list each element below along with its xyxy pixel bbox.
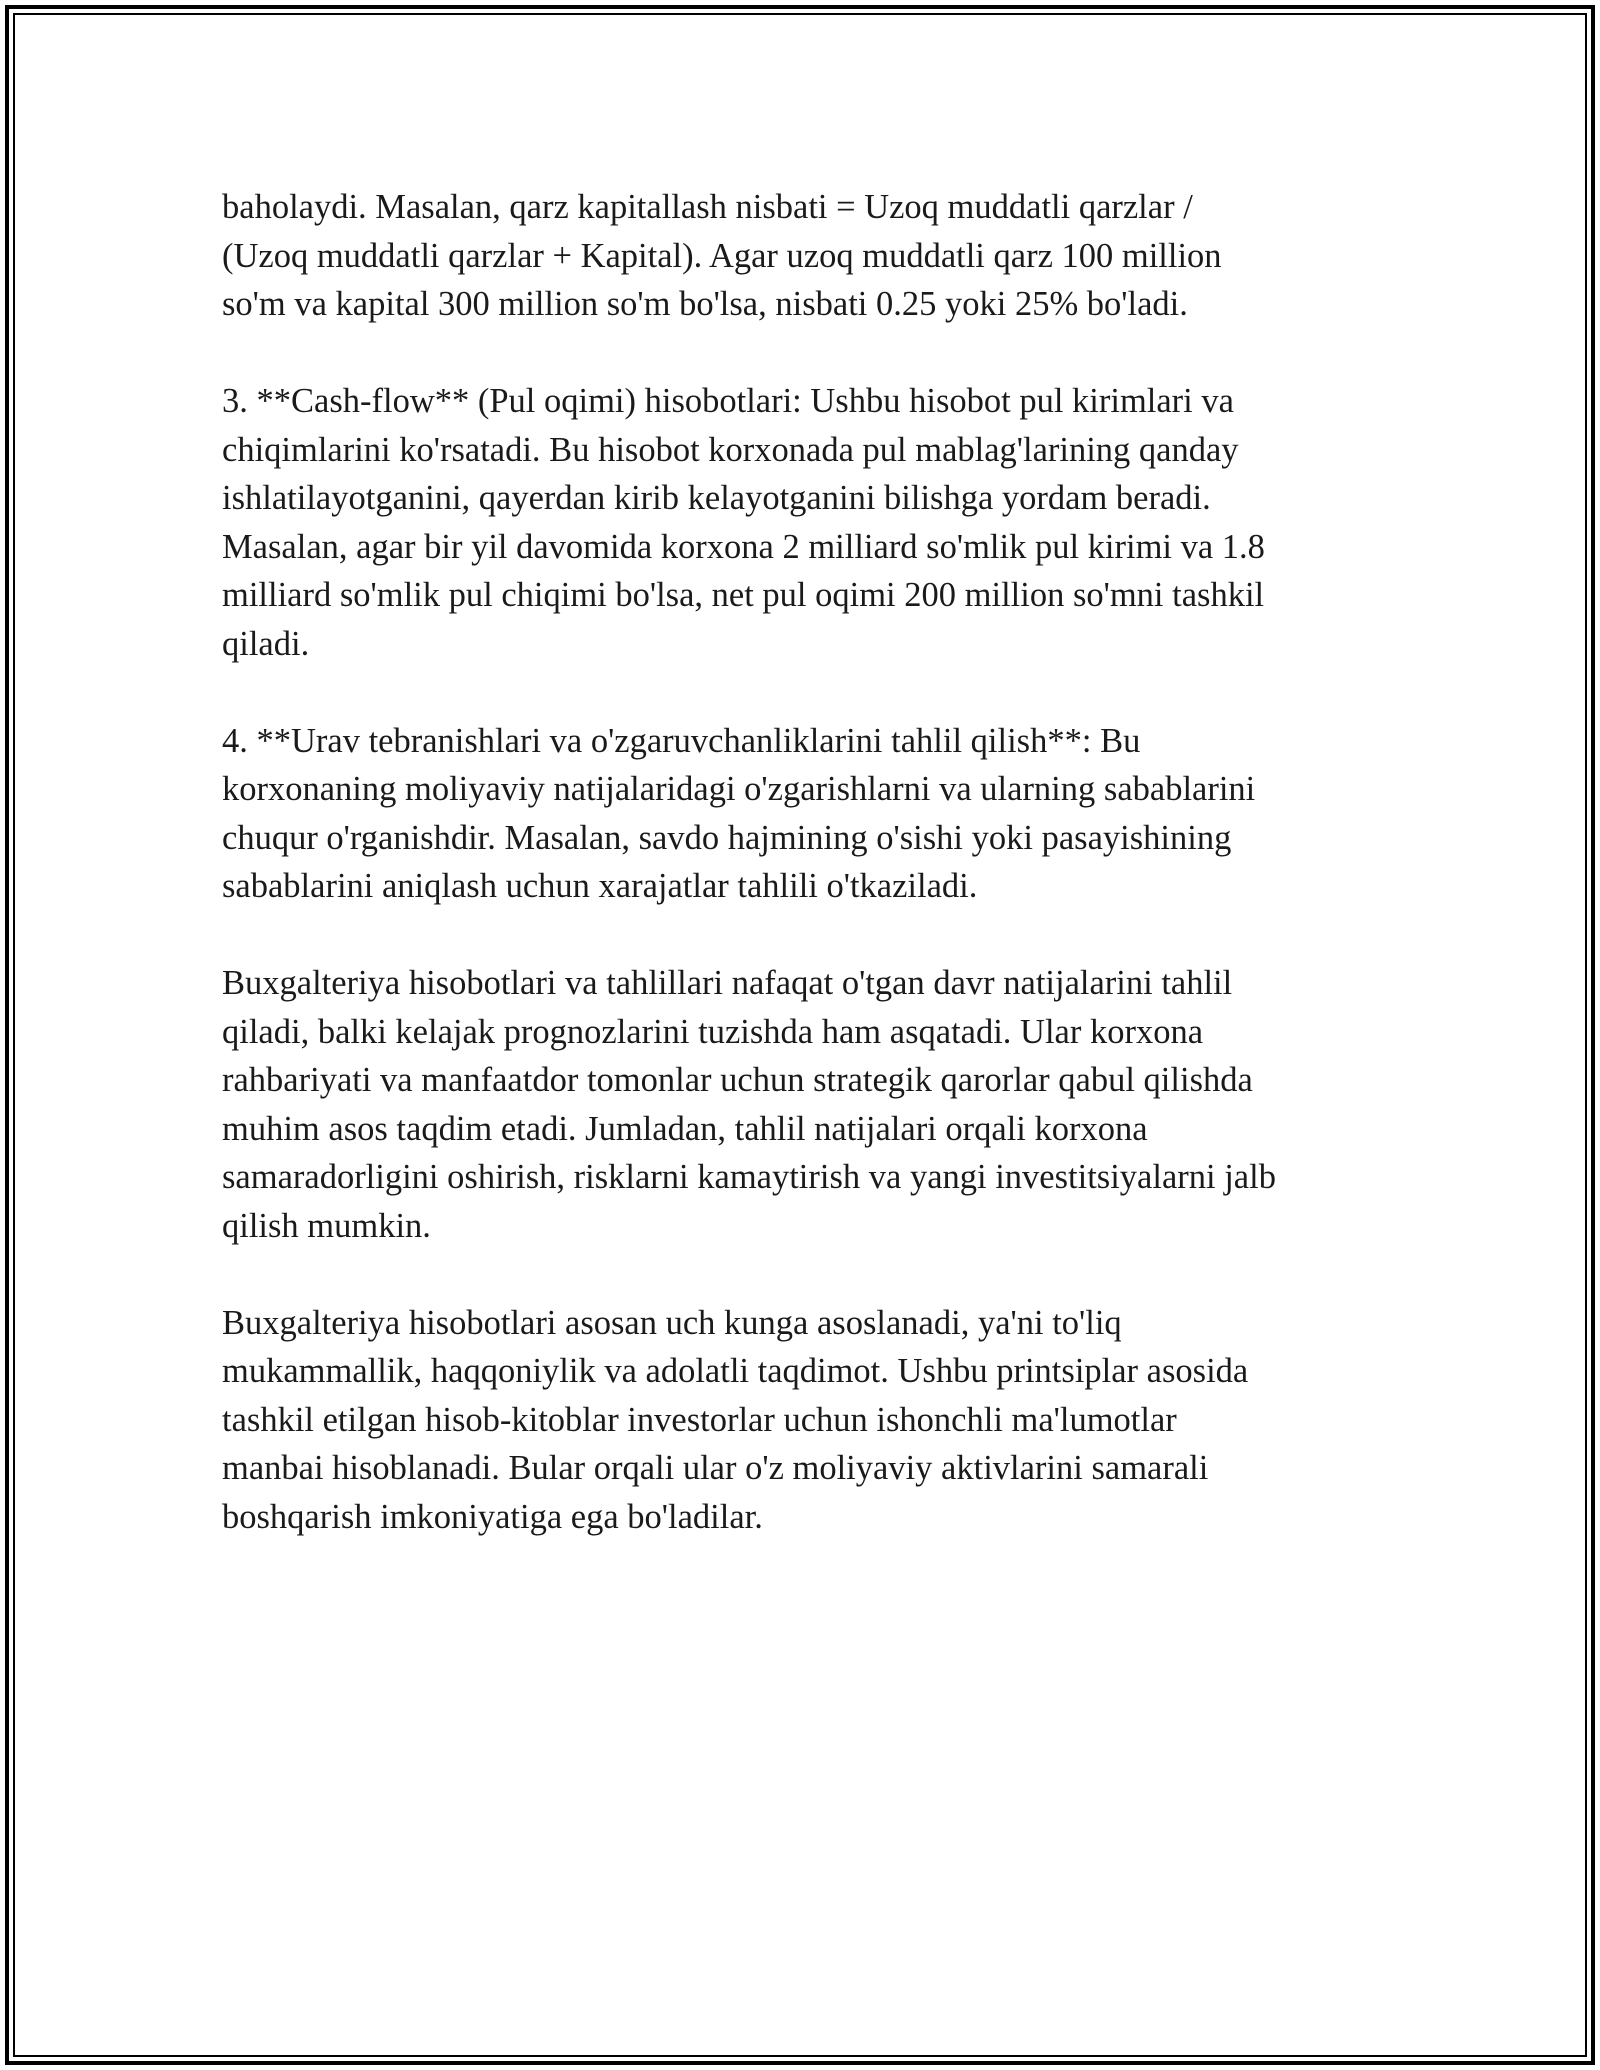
paragraph-principles: Buxgalteriya hisobotlari asosan uch kunga asoslanadi, ya'ni to'liq mukammallik, haqqoniylik va adolatli taqdimot. Ushbu printsiplar asosida tashkil etilgan hisob-kitoblar investorlar uchun ishonchli ma'lumotlar manbai hisoblanadi. Bular orqali ular o'z moliyaviy aktivlarini samarali boshqarish imkoniyatiga ega bo'ladilar. [222,1303,1249,1536]
paragraph-capitalization-ratio: baholaydi. Masalan, qarz kapitallash nisbati = Uzoq muddatli qarzlar / (Uzoq muddatli qarzlar + Kapital). Agar uzoq muddatli qarz 100 million so'm va kapital 300 million so'm bo'lsa, nisbati 0.25 yoki 25% bo'ladi. [222,188,1222,323]
document-body [222,183,1372,1590]
paragraph-variance-analysis: 4. **Urav tebranishlari va o'zgaruvchanliklarini tahlil qilish**: Bu korxonaning moliyaviy natijalaridagi o'zgarishlarni va ularning sabablarini chuqur o'rganishdir. Masalan, savdo hajmining o'sishi yoki pasayishining sabablarini aniqlash uchun xarajatlar tahlili o'tkaziladi. [222,721,1256,905]
paragraph-forecasting: Buxgalteriya hisobotlari va tahlillari nafaqat o'tgan davr natijalarini tahlil qiladi, balki kelajak prognozlarini tuzishda ham asqatadi. Ular korxona rahbariyati va manfaatdor tomonlar uchun strategik qarorlar qabul qilishda muhim asos taqdim etadi. Jumladan, tahlil natijalari orqali korxona samaradorligini oshirish, risklarni kamaytirish va yangi investitsiyalarni jalb qilish mumkin. [222,964,1276,1245]
paragraph-cash-flow: 3. **Cash-flow** (Pul oqimi) hisobotlari: Ushbu hisobot pul kirimlari va chiqimlarini ko'rsatadi. Bu hisobot korxonada pul mablag'larining qanday ishlatilayotganini, qayerdan kirib kelayotganini bilishga yordam beradi. Masalan, agar bir yil davomida korxona 2 milliard so'mlik pul kirimi va 1.8 milliard so'mlik pul chiqimi bo'lsa, net pul oqimi 200 million so'mni tashkil qiladi. [222,382,1265,663]
